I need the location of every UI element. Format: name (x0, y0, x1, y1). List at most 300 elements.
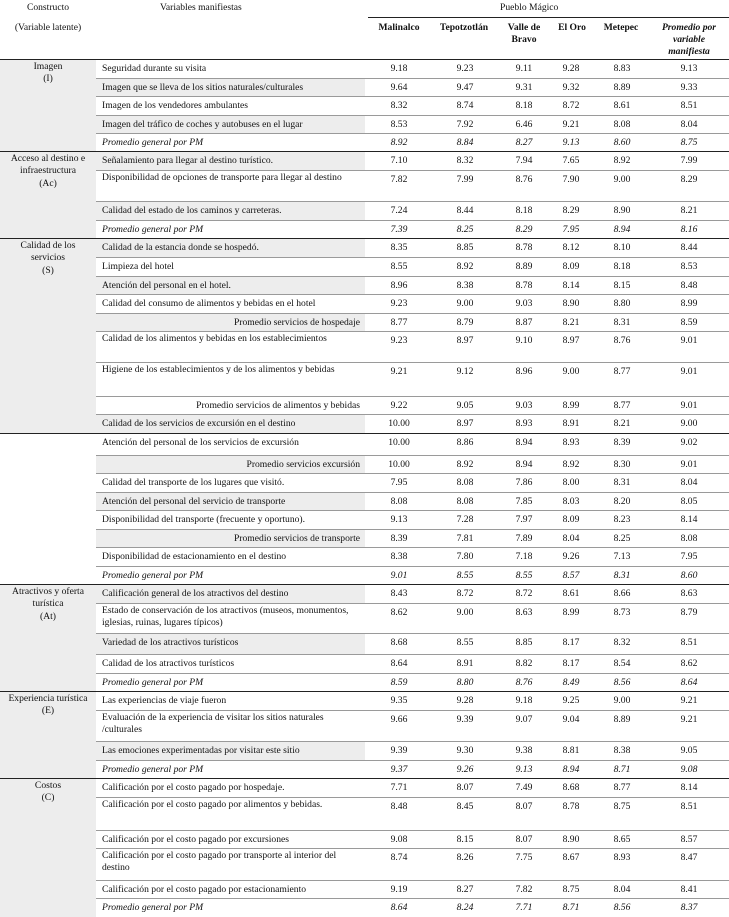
value-average: 8.21 (680, 205, 698, 216)
value-malinalco: 9.37 (390, 764, 408, 775)
value-el-oro: 7.95 (562, 224, 580, 235)
value-valle-de-bravo: 7.97 (515, 514, 533, 525)
manifest-variable-label: Variedad de los atractivos turísticos (102, 637, 239, 648)
value-el-oro: 9.13 (562, 137, 580, 148)
value-metepec: 8.89 (613, 82, 631, 93)
construct-label: Costos (34, 780, 62, 791)
general-average-label: Promedio general por PM (102, 570, 204, 581)
value-metepec: 8.31 (613, 477, 631, 488)
value-el-oro: 8.92 (562, 459, 580, 470)
value-el-oro: 8.99 (562, 400, 580, 411)
manifest-variable-label: Calificación por el costo pagado por hospedaje. (102, 782, 285, 793)
value-malinalco: 8.64 (390, 658, 408, 669)
manifest-variable-label: Calificación general de los atractivos del destino (102, 588, 289, 599)
value-malinalco: 7.95 (390, 477, 408, 488)
construct-code: (I) (43, 73, 53, 85)
value-el-oro: 8.29 (562, 205, 580, 216)
value-average: 8.04 (680, 119, 698, 130)
value-average: 8.04 (680, 477, 698, 488)
construct-code: (C) (41, 792, 55, 804)
value-malinalco: 8.35 (390, 242, 408, 253)
row-rule (96, 362, 729, 363)
value-valle-de-bravo: 9.03 (515, 400, 533, 411)
value-tepotzotlan: 8.74 (456, 100, 474, 111)
value-el-oro: 9.28 (562, 63, 580, 74)
general-average-label: Promedio general por PM (102, 764, 204, 775)
value-average: 9.01 (680, 459, 698, 470)
manifest-variable-label: Imagen que se lleva de los sitios naturales/culturales (102, 82, 304, 93)
value-valle-de-bravo: 9.03 (515, 298, 533, 309)
value-malinalco: 7.39 (390, 224, 408, 235)
value-tepotzotlan: 8.44 (456, 205, 474, 216)
manifest-variable-label: Calidad del consumo de alimentos y bebidas en el hotel (102, 298, 316, 309)
value-metepec: 8.56 (613, 902, 631, 913)
value-malinalco: 8.43 (390, 588, 408, 599)
value-malinalco: 9.19 (390, 884, 408, 895)
value-malinalco: 9.18 (390, 63, 408, 74)
value-tepotzotlan: 8.45 (456, 801, 474, 812)
value-malinalco: 7.71 (390, 782, 408, 793)
value-average: 9.00 (680, 418, 698, 429)
value-tepotzotlan: 9.26 (456, 764, 474, 775)
section-rule (0, 151, 729, 152)
value-el-oro: 8.72 (562, 100, 580, 111)
value-valle-de-bravo: 8.55 (515, 570, 533, 581)
value-valle-de-bravo: 8.76 (515, 174, 533, 185)
value-average: 8.41 (680, 884, 698, 895)
value-tepotzotlan: 9.00 (456, 298, 474, 309)
row-rule (96, 115, 729, 116)
value-malinalco: 10.00 (388, 437, 410, 448)
value-average: 8.14 (680, 782, 698, 793)
value-tepotzotlan: 9.39 (456, 714, 474, 725)
value-malinalco: 9.13 (390, 514, 408, 525)
general-average-label: Promedio general por PM (102, 224, 204, 235)
row-rule (96, 654, 729, 655)
value-metepec: 8.65 (613, 834, 631, 845)
section-rule (0, 691, 729, 692)
value-el-oro: 9.04 (562, 714, 580, 725)
value-tepotzotlan: 8.79 (456, 317, 474, 328)
value-tepotzotlan: 7.92 (456, 119, 474, 130)
value-tepotzotlan: 7.80 (456, 551, 474, 562)
construct-label: Atractivos y oferta turística (12, 586, 84, 610)
value-average: 9.33 (680, 82, 698, 93)
value-malinalco: 10.00 (388, 418, 410, 429)
value-valle-de-bravo: 8.94 (515, 459, 533, 470)
value-average: 8.44 (680, 242, 698, 253)
value-metepec: 8.77 (613, 400, 631, 411)
row-rule (96, 673, 729, 674)
general-average-label: Promedio general por PM (102, 902, 204, 913)
value-tepotzotlan: 8.27 (456, 884, 474, 895)
value-valle-de-bravo: 7.71 (515, 902, 533, 913)
value-average: 8.48 (680, 280, 698, 291)
row-rule (96, 710, 729, 711)
value-tepotzotlan: 8.32 (456, 155, 474, 166)
value-malinalco: 8.77 (390, 317, 408, 328)
value-el-oro: 8.81 (562, 745, 580, 756)
value-average: 8.51 (680, 637, 698, 648)
value-malinalco: 8.08 (390, 496, 408, 507)
value-valle-de-bravo: 7.18 (515, 551, 533, 562)
manifest-variable-label: Seguridad durante su visita (102, 63, 207, 74)
header-construct: Constructo (26, 2, 70, 13)
value-el-oro: 8.90 (562, 298, 580, 309)
value-malinalco: 8.96 (390, 280, 408, 291)
manifest-variable-label: Calidad del estado de los caminos y carreteras. (102, 205, 282, 216)
row-rule (96, 170, 729, 171)
row-rule (96, 741, 729, 742)
subtotal-label: Promedio servicios de alimentos y bebidas (196, 400, 360, 411)
value-el-oro: 9.32 (562, 82, 580, 93)
value-tepotzotlan: 8.72 (456, 588, 474, 599)
value-valle-de-bravo: 8.27 (515, 137, 533, 148)
value-metepec: 8.92 (613, 155, 631, 166)
value-average: 8.29 (680, 174, 698, 185)
manifest-variable-label: Calidad de los servicios de excursión en el destino (102, 418, 296, 429)
value-valle-de-bravo: 6.46 (515, 119, 533, 130)
value-metepec: 8.23 (613, 514, 631, 525)
value-metepec: 8.25 (613, 533, 631, 544)
value-average: 9.01 (680, 366, 698, 377)
construct-name (0, 693, 96, 718)
row-rule (96, 396, 729, 397)
value-valle-de-bravo: 8.29 (515, 224, 533, 235)
value-metepec: 8.80 (613, 298, 631, 309)
construct-label: Acceso al destino e infraestructura (10, 153, 86, 177)
value-metepec: 8.54 (613, 658, 631, 669)
row-rule (96, 414, 729, 415)
value-el-oro: 9.00 (562, 366, 580, 377)
value-metepec: 8.18 (613, 261, 631, 272)
value-metepec: 8.77 (613, 366, 631, 377)
value-metepec: 9.00 (613, 174, 631, 185)
value-tepotzotlan: 8.86 (456, 437, 474, 448)
value-malinalco: 9.64 (390, 82, 408, 93)
value-average: 8.62 (680, 658, 698, 669)
value-malinalco: 8.68 (390, 637, 408, 648)
value-valle-de-bravo: 8.18 (515, 100, 533, 111)
manifest-variable-label: Estado de conservación de los atractivos (museos, monumentos, iglesias, ruinas, lugares típicos) (102, 605, 349, 629)
value-tepotzotlan: 8.85 (456, 242, 474, 253)
row-rule (96, 473, 729, 474)
manifest-variable-label: Señalamiento para llegar al destino turístico. (102, 155, 274, 166)
section-rule (0, 433, 729, 434)
value-metepec: 8.32 (613, 637, 631, 648)
value-valle-de-bravo: 8.78 (515, 280, 533, 291)
value-average: 9.01 (680, 400, 698, 411)
header-variables: Variables manifiestas (160, 2, 242, 13)
value-el-oro: 8.14 (562, 280, 580, 291)
construct-code: (Ac) (39, 177, 57, 189)
value-el-oro: 8.68 (562, 782, 580, 793)
value-metepec: 8.30 (613, 459, 631, 470)
value-malinalco: 9.66 (390, 714, 408, 725)
row-rule (96, 331, 729, 332)
value-average: 9.13 (680, 63, 698, 74)
value-valle-de-bravo: 8.63 (515, 607, 533, 618)
value-tepotzotlan: 8.15 (456, 834, 474, 845)
row-rule (96, 220, 729, 221)
value-tepotzotlan: 8.84 (456, 137, 474, 148)
row-rule (96, 830, 729, 831)
row-rule (96, 547, 729, 548)
value-el-oro: 8.90 (562, 834, 580, 845)
value-tepotzotlan: 7.99 (456, 174, 474, 185)
value-average: 8.16 (680, 224, 698, 235)
value-tepotzotlan: 9.12 (456, 366, 474, 377)
value-malinalco: 8.48 (390, 801, 408, 812)
value-metepec: 8.10 (613, 242, 631, 253)
value-average: 8.57 (680, 834, 698, 845)
row-rule (96, 760, 729, 761)
value-average: 8.59 (680, 317, 698, 328)
value-metepec: 8.75 (613, 801, 631, 812)
value-average: 8.51 (680, 801, 698, 812)
value-metepec: 8.71 (613, 764, 631, 775)
value-average: 8.64 (680, 677, 698, 688)
value-metepec: 8.20 (613, 496, 631, 507)
manifest-variable-label: Calidad de los atractivos turísticos (102, 658, 235, 669)
value-average: 9.05 (680, 745, 698, 756)
value-average: 9.21 (680, 695, 698, 706)
row-rule (96, 633, 729, 634)
value-tepotzotlan: 9.05 (456, 400, 474, 411)
manifest-variable-label: Calificación por el costo pagado por excursiones (102, 834, 290, 845)
value-el-oro: 9.21 (562, 119, 580, 130)
value-valle-de-bravo: 9.07 (515, 714, 533, 725)
value-average: 7.99 (680, 155, 698, 166)
value-el-oro: 8.61 (562, 588, 580, 599)
row-rule (96, 880, 729, 881)
value-malinalco: 8.53 (390, 119, 408, 130)
value-tepotzotlan: 8.26 (456, 852, 474, 863)
value-valle-de-bravo: 9.13 (515, 764, 533, 775)
value-tepotzotlan: 8.07 (456, 782, 474, 793)
value-metepec: 8.15 (613, 280, 631, 291)
row-rule (96, 201, 729, 202)
value-el-oro: 8.97 (562, 335, 580, 346)
col-header-average: Promedio por variable manifiesta (661, 22, 717, 57)
manifest-variable-label: Calidad de la estancia donde se hospedó. (102, 242, 259, 253)
value-metepec: 9.00 (613, 695, 631, 706)
manifest-variable-label: Calidad del transporte de los lugares que visitó. (102, 477, 285, 488)
header-pueblo: Pueblo Mágico (500, 2, 559, 13)
value-tepotzotlan: 9.47 (456, 82, 474, 93)
value-tepotzotlan: 8.24 (456, 902, 474, 913)
value-el-oro: 8.17 (562, 658, 580, 669)
col-header-tepotzotlan: Tepotzotlán (439, 22, 489, 33)
col-header-el-oro: El Oro (558, 22, 586, 33)
value-valle-de-bravo: 7.75 (515, 852, 533, 863)
subtotal-label: Promedio servicios excursión (246, 459, 360, 470)
value-average: 8.53 (680, 261, 698, 272)
value-malinalco: 9.23 (390, 298, 408, 309)
value-valle-de-bravo: 8.96 (515, 366, 533, 377)
value-valle-de-bravo: 9.38 (515, 745, 533, 756)
value-valle-de-bravo: 9.18 (515, 695, 533, 706)
row-rule (96, 898, 729, 899)
col-header-malinalco: Malinalco (378, 22, 420, 33)
construct-name (0, 586, 96, 623)
value-metepec: 8.56 (613, 677, 631, 688)
value-average: 8.08 (680, 533, 698, 544)
value-average: 8.05 (680, 496, 698, 507)
value-metepec: 8.39 (613, 437, 631, 448)
value-malinalco: 9.35 (390, 695, 408, 706)
row-rule (96, 78, 729, 79)
value-el-oro: 8.99 (562, 607, 580, 618)
value-malinalco: 8.55 (390, 261, 408, 272)
value-metepec: 8.89 (613, 714, 631, 725)
value-tepotzotlan: 8.97 (456, 418, 474, 429)
value-malinalco: 7.24 (390, 205, 408, 216)
value-malinalco: 9.23 (390, 335, 408, 346)
value-el-oro: 8.00 (562, 477, 580, 488)
value-metepec: 8.76 (613, 335, 631, 346)
value-el-oro: 9.26 (562, 551, 580, 562)
value-el-oro: 8.49 (562, 677, 580, 688)
value-el-oro: 9.25 (562, 695, 580, 706)
value-valle-de-bravo: 8.89 (515, 261, 533, 272)
value-average: 8.60 (680, 570, 698, 581)
value-metepec: 8.38 (613, 745, 631, 756)
construct-name (0, 780, 96, 805)
value-malinalco: 8.59 (390, 677, 408, 688)
value-valle-de-bravo: 8.87 (515, 317, 533, 328)
value-metepec: 8.60 (613, 137, 631, 148)
value-tepotzotlan: 8.92 (456, 261, 474, 272)
value-el-oro: 8.03 (562, 496, 580, 507)
value-average: 8.14 (680, 514, 698, 525)
value-valle-de-bravo: 7.86 (515, 477, 533, 488)
general-average-label: Promedio general por PM (102, 137, 204, 148)
value-valle-de-bravo: 8.85 (515, 637, 533, 648)
value-malinalco: 8.64 (390, 902, 408, 913)
manifest-variable-label: Calificación por el costo pagado por transporte al interior del destino (102, 850, 337, 874)
row-rule (96, 276, 729, 277)
value-average: 9.08 (680, 764, 698, 775)
value-tepotzotlan: 8.55 (456, 570, 474, 581)
value-average: 8.47 (680, 852, 698, 863)
value-valle-de-bravo: 8.76 (515, 677, 533, 688)
value-metepec: 8.73 (613, 607, 631, 618)
value-malinalco: 9.22 (390, 400, 408, 411)
row-rule (96, 848, 729, 849)
value-tepotzotlan: 7.28 (456, 514, 474, 525)
row-rule (96, 313, 729, 314)
value-malinalco: 9.01 (390, 570, 408, 581)
value-valle-de-bravo: 7.94 (515, 155, 533, 166)
row-rule (96, 566, 729, 567)
header-subrule (368, 17, 729, 18)
construct-label: Experiencia turística (8, 693, 88, 704)
value-average: 8.51 (680, 100, 698, 111)
value-el-oro: 8.04 (562, 533, 580, 544)
construct-code: (E) (41, 705, 55, 717)
value-el-oro: 8.17 (562, 637, 580, 648)
value-metepec: 8.21 (613, 418, 631, 429)
value-malinalco: 8.62 (390, 607, 408, 618)
value-el-oro: 8.78 (562, 801, 580, 812)
value-valle-de-bravo: 7.82 (515, 884, 533, 895)
value-average: 8.75 (680, 137, 698, 148)
value-malinalco: 7.10 (390, 155, 408, 166)
value-valle-de-bravo: 9.31 (515, 82, 533, 93)
row-rule (96, 510, 729, 511)
value-average: 9.01 (680, 335, 698, 346)
manifest-variable-label: Disponibilidad del transporte (frecuente y oportuno). (102, 514, 306, 525)
row-rule (96, 797, 729, 798)
value-valle-de-bravo: 9.11 (515, 63, 533, 74)
value-metepec: 8.93 (613, 852, 631, 863)
manifest-variable-label: Las experiencias de viaje fueron (102, 695, 227, 706)
value-metepec: 8.31 (613, 570, 631, 581)
value-valle-de-bravo: 8.93 (515, 418, 533, 429)
header-construct-sub: (Variable latente) (14, 22, 82, 33)
value-malinalco: 8.39 (390, 533, 408, 544)
value-average: 8.63 (680, 588, 698, 599)
value-malinalco: 7.82 (390, 174, 408, 185)
value-tepotzotlan: 8.08 (456, 496, 474, 507)
value-metepec: 8.61 (613, 100, 631, 111)
value-tepotzotlan: 8.08 (456, 477, 474, 488)
value-tepotzotlan: 8.80 (456, 677, 474, 688)
value-valle-de-bravo: 7.85 (515, 496, 533, 507)
value-el-oro: 8.94 (562, 764, 580, 775)
col-header-valle-de-bravo: Valle de Bravo (507, 22, 541, 45)
value-metepec: 8.08 (613, 119, 631, 130)
value-el-oro: 8.57 (562, 570, 580, 581)
manifest-variable-label: Calidad de los alimentos y bebidas en los establecimientos (102, 333, 327, 344)
value-tepotzotlan: 8.97 (456, 335, 474, 346)
value-valle-de-bravo: 8.18 (515, 205, 533, 216)
construct-label: Imagen (33, 61, 63, 72)
manifest-variable-label: Limpieza del hotel (102, 261, 174, 272)
construct-code: (S) (42, 264, 54, 276)
value-valle-de-bravo: 7.89 (515, 533, 533, 544)
value-valle-de-bravo: 8.07 (515, 801, 533, 812)
general-average-label: Promedio general por PM (102, 677, 204, 688)
section-rule (0, 59, 729, 60)
value-metepec: 8.77 (613, 782, 631, 793)
value-tepotzotlan: 9.30 (456, 745, 474, 756)
value-el-oro: 8.21 (562, 317, 580, 328)
manifest-variable-label: Disponibilidad de estacionamiento en el destino (102, 551, 287, 562)
manifest-variable-label: Las emociones experimentadas por visitar este sitio (102, 745, 300, 756)
row-rule (96, 294, 729, 295)
value-el-oro: 8.93 (562, 437, 580, 448)
value-valle-de-bravo: 8.94 (515, 437, 533, 448)
value-el-oro: 8.09 (562, 514, 580, 525)
subtotal-label: Promedio servicios de hospedaje (233, 317, 360, 328)
value-tepotzotlan: 8.92 (456, 459, 474, 470)
col-header-metepec: Metepec (603, 22, 639, 33)
manifest-variable-label: Higiene de los establecimientos y de los alimentos y bebidas (102, 364, 335, 375)
construct-name (0, 61, 96, 86)
value-metepec: 7.13 (613, 551, 631, 562)
value-el-oro: 8.67 (562, 852, 580, 863)
row-rule (96, 529, 729, 530)
row-rule (96, 257, 729, 258)
value-el-oro: 7.90 (562, 174, 580, 185)
manifest-variable-label: Evaluación de la experiencia de visitar los sitios naturales /culturales (102, 712, 324, 736)
value-el-oro: 8.12 (562, 242, 580, 253)
value-average: 8.37 (680, 902, 698, 913)
value-tepotzotlan: 9.28 (456, 695, 474, 706)
value-malinalco: 8.92 (390, 137, 408, 148)
